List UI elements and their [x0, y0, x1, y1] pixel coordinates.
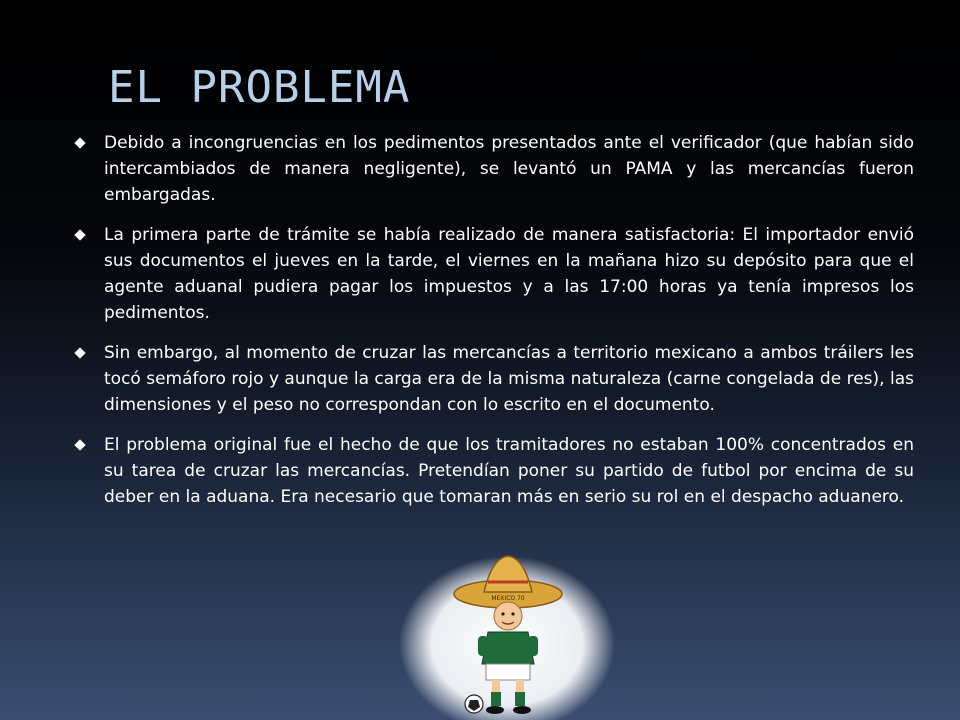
bullet-list: [76, 130, 914, 524]
bullet-item: [76, 222, 914, 326]
bullet-text: La primera parte de trámite se había realizado de manera satisfactoria: El importador envió sus documentos el jueves en la tarde, el viernes en la mañana hizo su depósito para que el agente aduanal pudiera pagar los impuestos y a las 17:00 horas ya tenía impresos los pedimentos.: [104, 225, 914, 323]
bullet-marker-icon: [74, 347, 85, 358]
bullet-marker-icon: [74, 137, 85, 148]
bullet-item: [76, 432, 914, 510]
bullet-text: Debido a incongruencias en los pedimentos presentados ante el verificador (que habían sido intercambiados de manera negligente), se levantó un PAMA y las mercancías fueron embargadas.: [104, 133, 914, 205]
mascot-jersey: [482, 632, 534, 664]
bullet-item: [76, 340, 914, 418]
mascot-image: [396, 552, 618, 720]
slide-title: EL PROBLEMA: [108, 62, 411, 113]
hat-label: MEXICO 70: [491, 595, 525, 602]
bullet-marker-icon: [74, 439, 85, 450]
bullet-text: El problema original fue el hecho de que los tramitadores no estaban 100% concentrados en su tarea de cruzar las mercancías. Pretendían poner su partido de futbol por encima de su deber en la aduana. Era necesario que tomaran más en serio su rol en el despacho aduanero.: [104, 435, 914, 507]
bullet-text: Sin embargo, al momento de cruzar las mercancías a territorio mexicano a ambos tráilers les tocó semáforo rojo y aunque la carga era de la misma naturaleza (carne congelada de res), las dimensiones y el peso no correspondan con lo escrito en el documento.: [104, 343, 914, 415]
bullet-item: [76, 130, 914, 208]
mascot-face: [494, 602, 522, 630]
bullet-marker-icon: [74, 229, 85, 240]
mascot-shorts: [486, 664, 530, 680]
